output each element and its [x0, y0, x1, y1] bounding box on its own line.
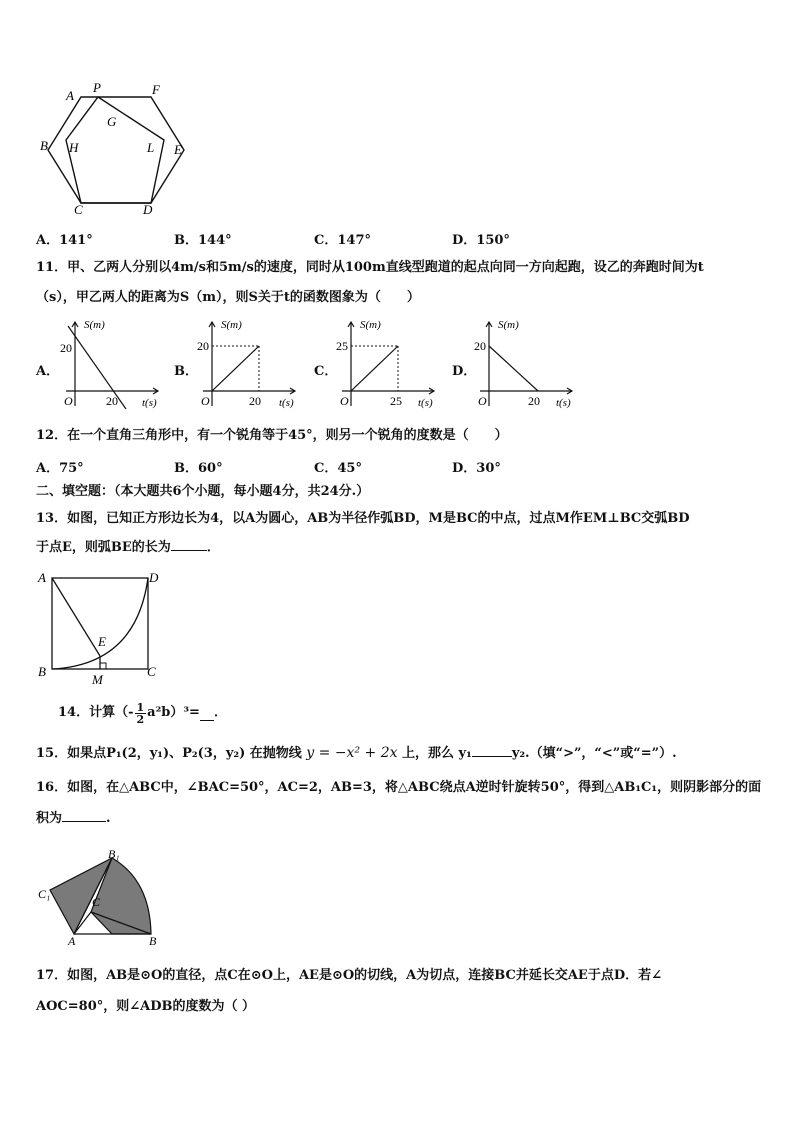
- q11-graph-a[interactable]: [58, 316, 166, 412]
- label-E: E: [98, 634, 106, 649]
- label-C1: C₁: [38, 887, 51, 901]
- label-E: E: [174, 142, 182, 157]
- label-B: B: [38, 664, 46, 679]
- svg-text:O: O: [64, 394, 73, 408]
- svg-text:25: 25: [336, 339, 348, 353]
- q16-figure: [36, 848, 166, 948]
- q14-numerator: 1: [136, 700, 145, 714]
- q14-suffix: a²b）³=: [147, 705, 200, 720]
- label-A: A: [68, 934, 76, 948]
- svg-text:20: 20: [106, 394, 118, 408]
- q10-option-a[interactable]: A．141°: [36, 233, 93, 248]
- label-B1: B₁: [108, 848, 120, 861]
- svg-text:O: O: [340, 394, 349, 408]
- q14-answer-blank[interactable]: [200, 706, 214, 721]
- q15-text-1: 15．如果点P₁(2，y₁)、P₂(3，y₂) 在抛物线: [36, 746, 302, 761]
- q10-option-c[interactable]: C．147°: [314, 233, 371, 248]
- q11-text-line1: 11．甲、乙两人分别以4m/s和5m/s的速度，同时从100m直线型跑道的起点向同一方向起跑，设乙的奔跑时间为t: [36, 260, 704, 275]
- svg-text:S(m): S(m): [221, 319, 242, 331]
- q13-text-line1: 13．如图，已知正方形边长为4，以A为圆心，AB为半径作弧BD，M是BC的中点，过点M作EM⊥BC交弧BD: [36, 511, 690, 526]
- svg-text:20: 20: [60, 341, 72, 355]
- label-D: D: [149, 570, 159, 585]
- q14-prefix: 14．计算（-: [58, 705, 134, 720]
- q10-figure: [36, 80, 196, 220]
- q12-option-b[interactable]: B．60°: [174, 461, 223, 476]
- graph-b-line: [212, 346, 259, 391]
- q11-graph-b[interactable]: [195, 316, 303, 412]
- svg-text:t(s): t(s): [279, 397, 294, 409]
- svg-text:20: 20: [197, 339, 209, 353]
- label-F: F: [152, 82, 160, 97]
- q14-fraction: [135, 702, 147, 725]
- svg-text:O: O: [478, 394, 487, 408]
- q11-option-a-letter[interactable]: A．: [36, 364, 60, 379]
- q14-end: ．: [213, 705, 227, 720]
- q13-line2-end: ．: [206, 540, 220, 555]
- label-C: C: [147, 664, 156, 679]
- q12-option-a[interactable]: A．75°: [36, 461, 84, 476]
- q15-text: [36, 743, 677, 764]
- q14-text: [58, 700, 227, 726]
- q16-text-line2: [36, 809, 111, 829]
- q13-figure: [36, 568, 166, 688]
- svg-text:t(s): t(s): [418, 397, 433, 409]
- label-M: M: [92, 672, 103, 687]
- q16-text-line1: 16．如图，在△ABC中，∠BAC=50°，AC=2，AB=3，将△ABC绕点A逆时针旋转50°，得到△AB₁C₁，则阴影部分的面: [36, 780, 762, 795]
- q13-line2-text: 于点E，则弧BE的长为: [36, 540, 171, 555]
- label-C: C: [92, 895, 101, 909]
- q15-text-3: y₂.（填“>”，“<”或“=”）.: [511, 746, 677, 761]
- segment-AE: [52, 578, 100, 656]
- q11-text-line2: （s），甲乙两人的距离为S（m），则S关于t的函数图象为（ ）: [36, 290, 420, 305]
- q15-text-2: 上，那么 y₁: [402, 746, 472, 761]
- svg-text:t(s): t(s): [142, 397, 157, 409]
- svg-text:S(m): S(m): [498, 319, 519, 331]
- label-C: C: [74, 202, 83, 217]
- svg-text:20: 20: [474, 339, 486, 353]
- q11-option-c-letter[interactable]: C．: [314, 364, 338, 379]
- svg-text:O: O: [201, 394, 210, 408]
- q10-option-b[interactable]: B．144°: [174, 233, 232, 248]
- q13-text-line2: [36, 538, 220, 558]
- q10-option-d[interactable]: D．150°: [452, 233, 510, 248]
- label-A: A: [38, 570, 46, 585]
- section-2-header: 二、填空题：（本大题共6个小题，每小题4分，共24分.）: [36, 484, 370, 499]
- graph-d-line: [489, 346, 538, 391]
- right-angle-mark: [100, 663, 106, 669]
- q16-line2-text: 积为: [36, 811, 63, 826]
- svg-text:S(m): S(m): [84, 319, 105, 331]
- q16-answer-blank[interactable]: [62, 821, 106, 822]
- q11-option-b-letter[interactable]: B．: [174, 364, 198, 379]
- label-H: H: [69, 140, 79, 155]
- label-B: B: [149, 934, 157, 948]
- q12-option-c[interactable]: C．45°: [314, 461, 362, 476]
- q15-answer-blank[interactable]: [472, 756, 512, 757]
- q17-text-line2: AOC=80°，则∠ADB的度数为（ ）: [36, 999, 256, 1014]
- q12-option-d[interactable]: D．30°: [452, 461, 501, 476]
- svg-text:S(m): S(m): [360, 319, 381, 331]
- label-P: P: [93, 80, 101, 95]
- label-G: G: [107, 114, 117, 129]
- q14-denominator: 2: [136, 712, 145, 726]
- svg-text:25: 25: [390, 394, 402, 408]
- label-B: B: [40, 138, 48, 153]
- label-A: A: [66, 88, 74, 103]
- svg-text:20: 20: [528, 394, 540, 408]
- label-D: D: [143, 202, 153, 217]
- q12-text: 12．在一个直角三角形中，有一个锐角等于45°，则另一个锐角的度数是（ ）: [36, 428, 508, 443]
- q11-graph-c[interactable]: [334, 316, 442, 412]
- q11-option-d-letter[interactable]: D．: [452, 364, 477, 379]
- q15-formula: y = −x² + 2x: [306, 745, 398, 761]
- q11-graph-d[interactable]: [472, 316, 580, 412]
- q16-line2-end: .: [106, 811, 111, 826]
- svg-text:20: 20: [249, 394, 261, 408]
- label-L: L: [147, 140, 155, 155]
- q13-answer-blank[interactable]: [171, 550, 207, 551]
- svg-text:t(s): t(s): [556, 397, 571, 409]
- graph-c-line: [351, 346, 398, 391]
- q17-text-line1: 17．如图，AB是⊙O的直径，点C在⊙O上，AE是⊙O的切线，A为切点，连接BC并延长交AE于点D．若∠: [36, 968, 662, 983]
